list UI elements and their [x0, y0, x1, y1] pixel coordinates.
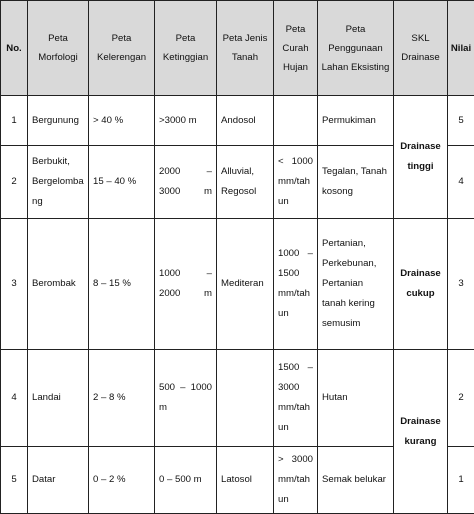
header-curah-hujan: Peta Curah Hujan [274, 1, 318, 96]
cell-jenis-tanah: Andosol [217, 96, 274, 146]
cell-jenis-tanah: Alluvial, Regosol [217, 146, 274, 219]
cell-no: 5 [1, 447, 28, 514]
cell-morfologi: Berbukit, Bergelombang [28, 146, 89, 219]
cell-nilai: 2 [448, 350, 474, 447]
cell-skl-tinggi: Drainase tinggi [394, 96, 448, 219]
cell-morfologi: Datar [28, 447, 89, 514]
header-nilai: Nilai [448, 1, 474, 96]
cell-jenis-tanah: Latosol [217, 447, 274, 514]
cell-kelerengan: 0 – 2 % [89, 447, 155, 514]
cell-curah-hujan: 1500 – 3000 mm/tahun [274, 350, 318, 447]
cell-curah-hujan: > 3000 mm/tahun [274, 447, 318, 514]
header-ketinggian: Peta Ketinggian [155, 1, 217, 96]
header-morfologi: Peta Morfologi [28, 1, 89, 96]
table-row [1, 219, 474, 350]
cell-jenis-tanah [217, 350, 274, 447]
cell-skl-kurang: Drainase kurang [394, 350, 448, 514]
cell-no: 3 [1, 219, 28, 350]
cell-kelerengan: 15 – 40 % [89, 146, 155, 219]
header-kelerengan: Peta Kelerengan [89, 1, 155, 96]
cell-morfologi: Landai [28, 350, 89, 447]
header-row [1, 1, 474, 96]
cell-no: 1 [1, 96, 28, 146]
cell-ketinggian: >3000 m [155, 96, 217, 146]
cell-penggunaan-lahan: Permukiman [318, 96, 394, 146]
cell-ketinggian: 1000 – 2000 m [155, 219, 217, 350]
header-no: No. [1, 1, 28, 96]
cell-nilai: 1 [448, 447, 474, 514]
cell-nilai: 3 [448, 219, 474, 350]
cell-kelerengan: 2 – 8 % [89, 350, 155, 447]
cell-kelerengan: > 40 % [89, 96, 155, 146]
cell-ketinggian: 0 – 500 m [155, 447, 217, 514]
table-row [1, 350, 474, 447]
cell-ketinggian: 2000 – 3000 m [155, 146, 217, 219]
header-jenis-tanah: Peta Jenis Tanah [217, 1, 274, 96]
cell-penggunaan-lahan: Tegalan, Tanah kosong [318, 146, 394, 219]
cell-curah-hujan [274, 96, 318, 146]
cell-jenis-tanah: Mediteran [217, 219, 274, 350]
cell-morfologi: Berombak [28, 219, 89, 350]
cell-kelerengan: 8 – 15 % [89, 219, 155, 350]
cell-ketinggian: 500 – 1000 m [155, 350, 217, 447]
cell-morfologi: Bergunung [28, 96, 89, 146]
cell-penggunaan-lahan: Hutan [318, 350, 394, 447]
cell-nilai: 4 [448, 146, 474, 219]
cell-penggunaan-lahan: Semak belukar [318, 447, 394, 514]
cell-no: 4 [1, 350, 28, 447]
header-skl: SKL Drainase [394, 1, 448, 96]
cell-skl-cukup: Drainase cukup [394, 219, 448, 350]
cell-nilai: 5 [448, 96, 474, 146]
cell-curah-hujan: 1000 – 1500 mm/tahun [274, 219, 318, 350]
table-row [1, 96, 474, 146]
cell-no: 2 [1, 146, 28, 219]
header-penggunaan-lahan: Peta Penggunaan Lahan Eksisting [318, 1, 394, 96]
cell-curah-hujan: < 1000 mm/tahun [274, 146, 318, 219]
cell-penggunaan-lahan: Pertanian, Perkebunan, Pertanian tanah kering semusim [318, 219, 394, 350]
